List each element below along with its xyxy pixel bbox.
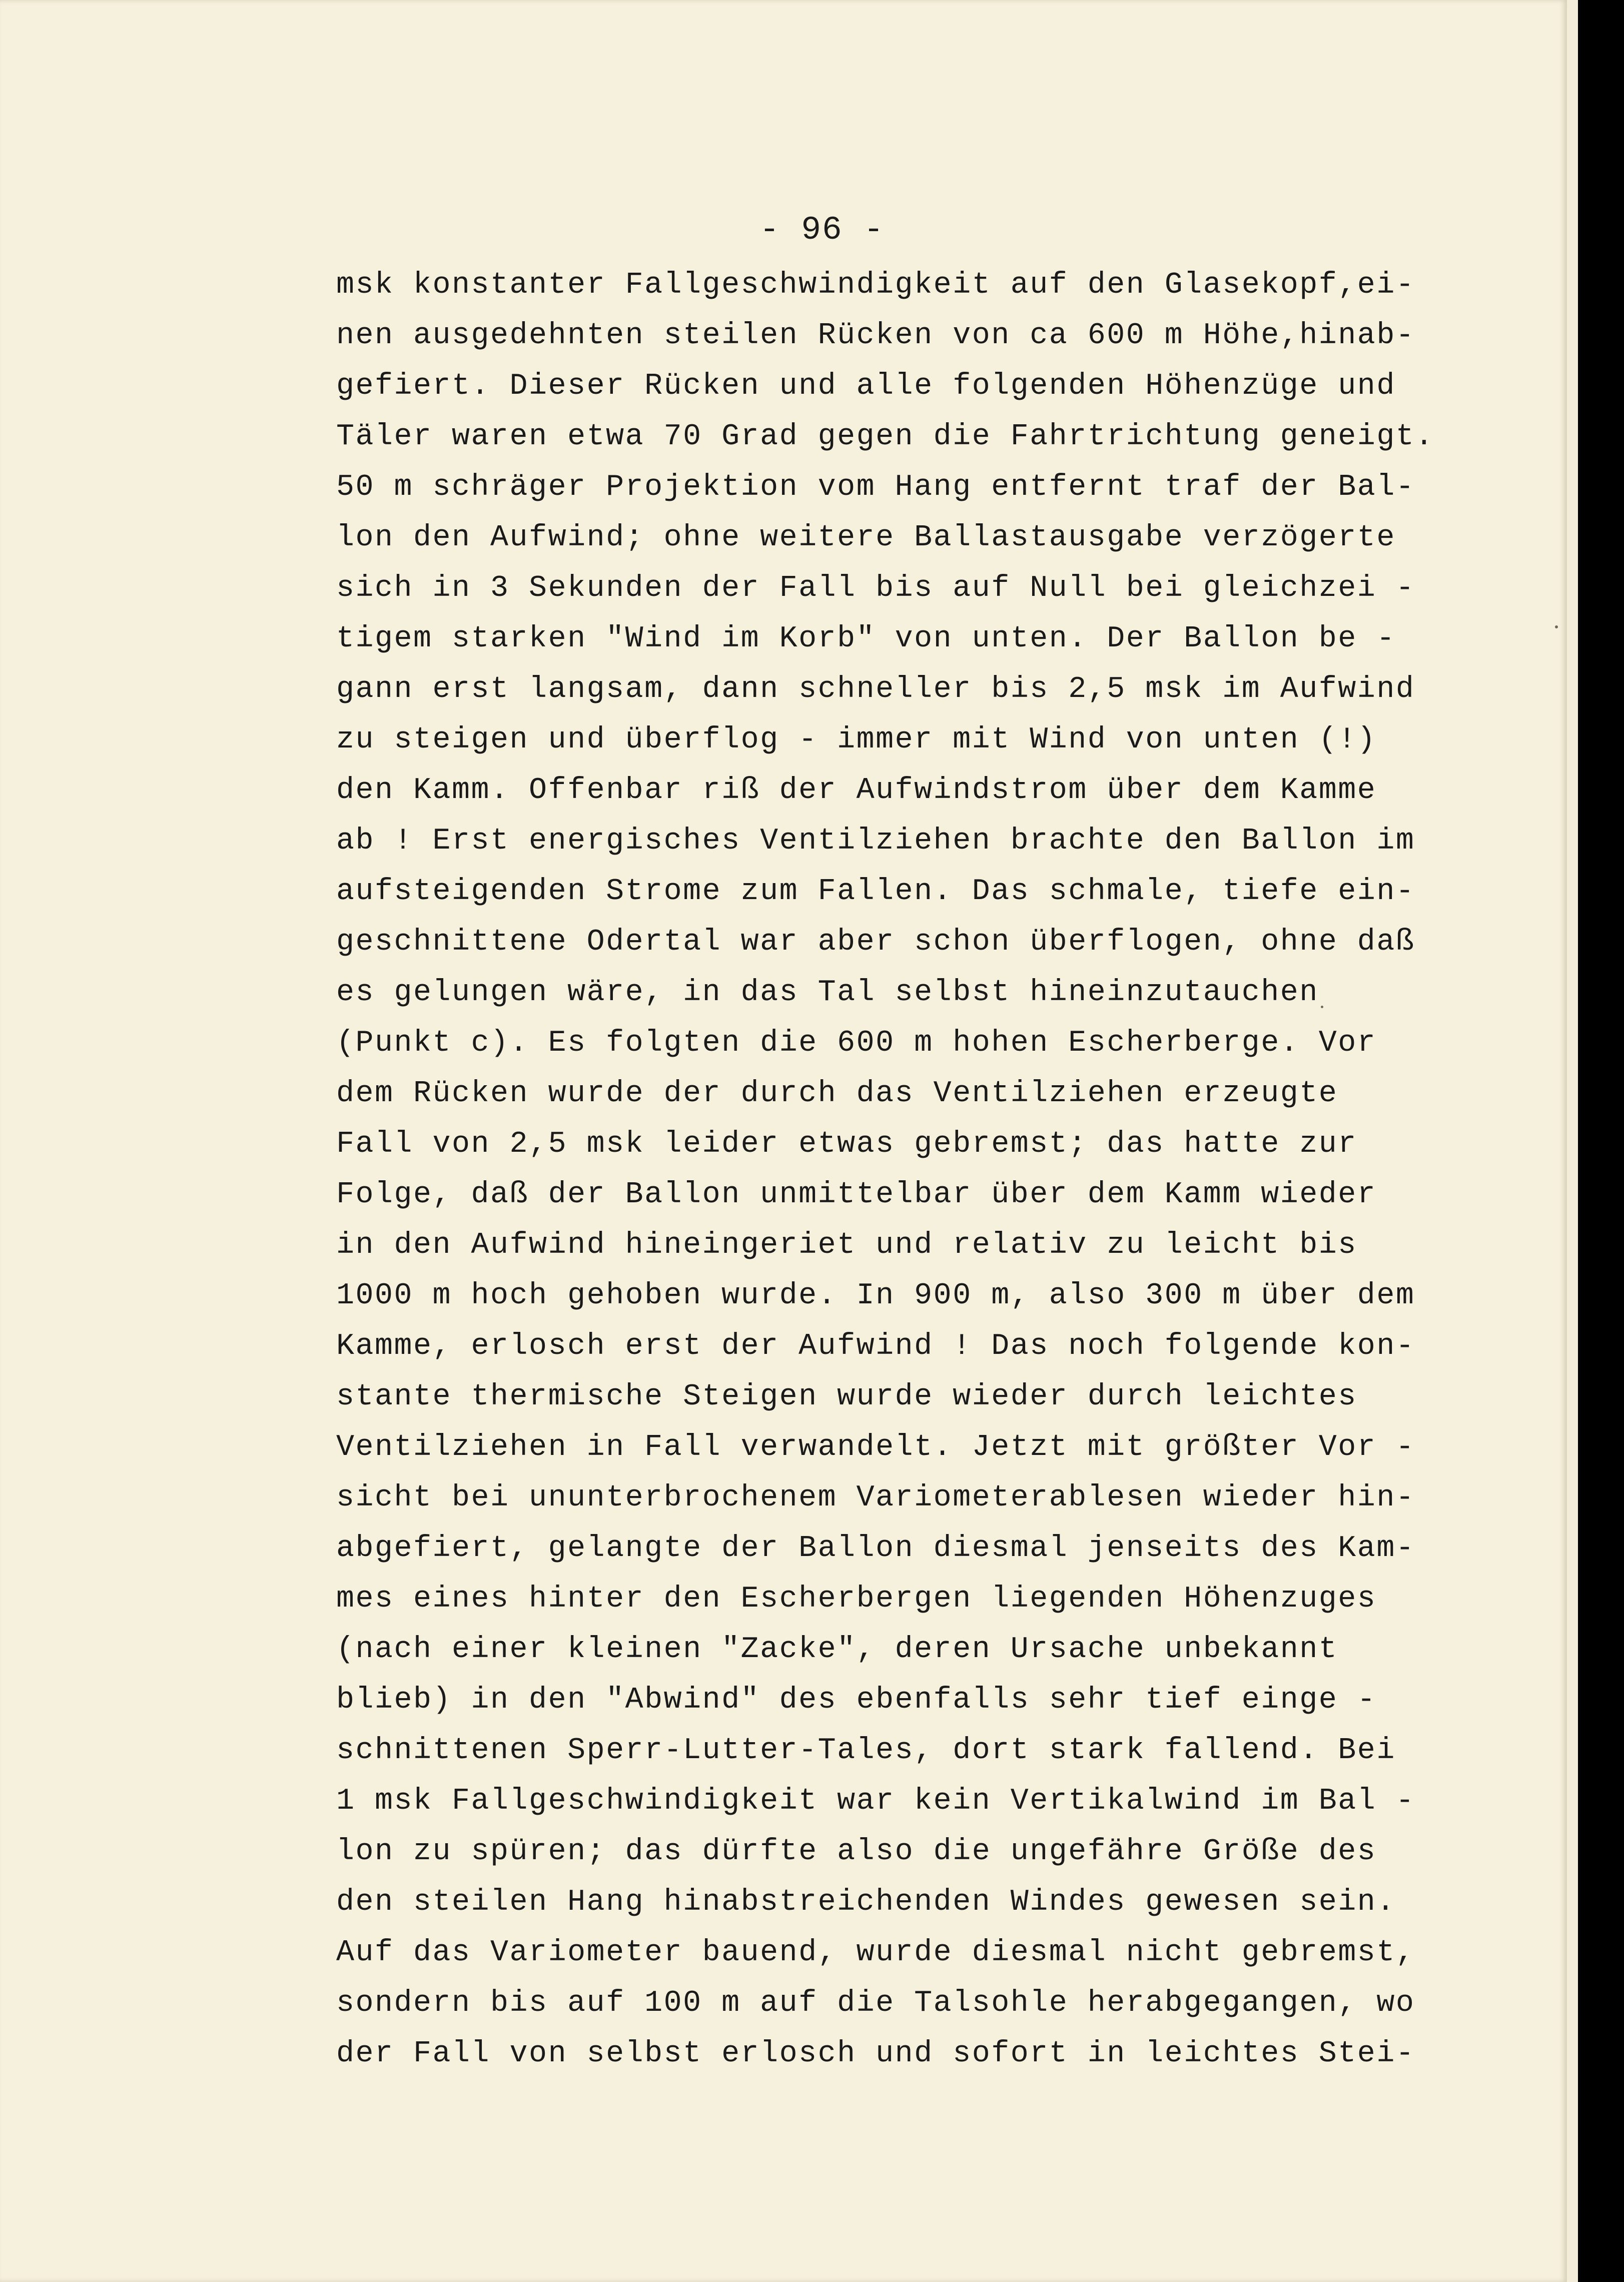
text-line: tigem starken "Wind im Korb" von unten. Der Ballon be - (336, 622, 1396, 656)
text-line: Auf das Variometer bauend, wurde diesmal nicht gebremst, (336, 1936, 1415, 1970)
paper-speck (1555, 625, 1558, 628)
text-line: den steilen Hang hinabstreichenden Windes gewesen sein. (336, 1885, 1396, 1919)
text-line: (Punkt c). Es folgten die 600 m hohen Escherberge. Vor (336, 1026, 1377, 1060)
page-edge-strip (1567, 0, 1578, 2282)
text-line: Ventilziehen in Fall verwandelt. Jetzt mit größter Vor - (336, 1430, 1415, 1464)
text-line: dem Rücken wurde der durch das Ventilziehen erzeugte (336, 1077, 1338, 1111)
page-number: - 96 - (759, 211, 885, 249)
text-line: nen ausgedehnten steilen Rücken von ca 600 m Höhe,hinab- (336, 319, 1415, 353)
text-line: Täler waren etwa 70 Grad gegen die Fahrtrichtung geneigt. (336, 420, 1434, 454)
text-line: (nach einer kleinen "Zacke", deren Ursache unbekannt (336, 1633, 1338, 1667)
typewritten-body (336, 260, 1434, 2079)
text-line: stante thermische Steigen wurde wieder durch leichtes (336, 1380, 1357, 1414)
text-line: schnittenen Sperr-Lutter-Tales, dort stark fallend. Bei (336, 1734, 1396, 1768)
text-line: blieb) in den "Abwind" des ebenfalls sehr tief einge - (336, 1683, 1377, 1717)
text-line: sondern bis auf 100 m auf die Talsohle herabgegangen, wo (336, 1986, 1415, 2020)
text-line: mes eines hinter den Escherbergen liegenden Höhenzuges (336, 1582, 1377, 1616)
text-line: lon den Aufwind; ohne weitere Ballastausgabe verzögerte (336, 521, 1396, 555)
text-line: sich in 3 Sekunden der Fall bis auf Null bei gleichzei - (336, 571, 1415, 605)
text-line: zu steigen und überflog - immer mit Wind von unten (!) (336, 723, 1377, 757)
text-line: abgefiert, gelangte der Ballon diesmal jenseits des Kam- (336, 1532, 1415, 1566)
text-line: geschnittene Odertal war aber schon überflogen, ohne daß (336, 925, 1415, 959)
text-line: in den Aufwind hineingeriet und relativ zu leicht bis (336, 1228, 1357, 1262)
text-line: Folge, daß der Ballon unmittelbar über dem Kamm wieder (336, 1178, 1377, 1212)
text-line: ab ! Erst energisches Ventilziehen brachte den Ballon im (336, 824, 1415, 858)
text-line: lon zu spüren; das dürfte also die ungefähre Größe des (336, 1835, 1377, 1869)
text-line: msk konstanter Fallgeschwindigkeit auf den Glasekopf,ei- (336, 268, 1415, 302)
text-line: es gelungen wäre, in das Tal selbst hineinzutauchen (336, 976, 1319, 1010)
text-line: 1 msk Fallgeschwindigkeit war kein Vertikalwind im Bal - (336, 1784, 1415, 1818)
text-line: der Fall von selbst erlosch und sofort in leichtes Stei- (336, 2037, 1415, 2071)
text-line: den Kamm. Offenbar riß der Aufwindstrom über dem Kamme (336, 774, 1377, 808)
text-line: Kamme, erlosch erst der Aufwind ! Das noch folgende kon- (336, 1329, 1415, 1363)
text-line: aufsteigenden Strome zum Fallen. Das schmale, tiefe ein- (336, 875, 1415, 909)
text-line: Fall von 2,5 msk leider etwas gebremst; das hatte zur (336, 1127, 1357, 1161)
text-line: 50 m schräger Projektion vom Hang entfernt traf der Bal- (336, 470, 1415, 504)
text-line: sicht bei ununterbrochenem Variometerablesen wieder hin- (336, 1481, 1415, 1515)
text-line: 1000 m hoch gehoben wurde. In 900 m, also 300 m über dem (336, 1279, 1415, 1313)
text-line: gefiert. Dieser Rücken und alle folgenden Höhenzüge und (336, 369, 1396, 403)
text-line: gann erst langsam, dann schneller bis 2,5 msk im Aufwind (336, 672, 1415, 706)
